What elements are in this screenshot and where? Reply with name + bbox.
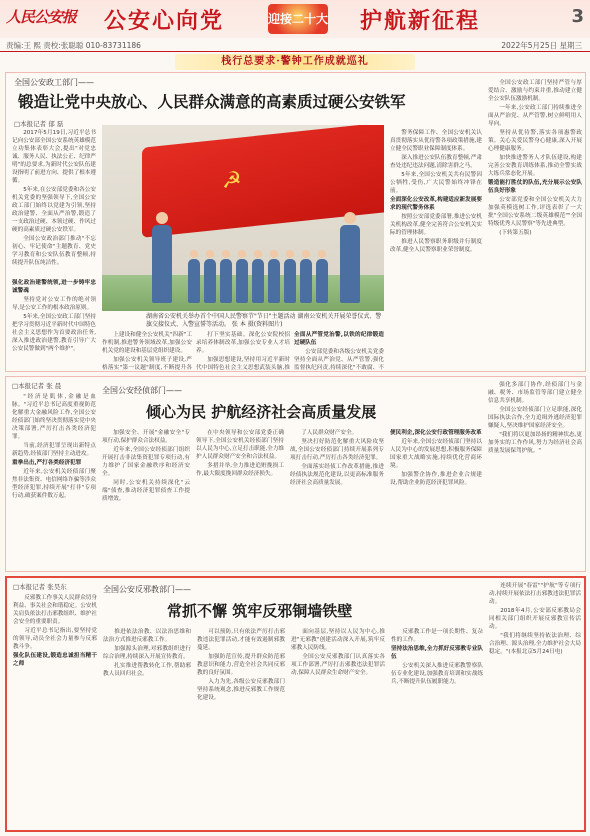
- article-2-col-1: "经济是肌体,金融是血脉。"习近平总书记高度重视防范化解重大金融风险工作,全国公安经侦部门始终坚决贯彻落实党中央决策部署,严厉打击各类经济犯罪。 当前,经济犯罪呈现出新特点新趋势,经侦部门坚持主动进攻。 重拳出击,严打各类经济犯罪 近年来,公安机关经侦部门聚焦非法集资、电信网络诈骗等涉众型经济犯罪,持续开展"打非"专项行动,破获案件数万起。: [12, 394, 96, 499]
- page-number: 3: [571, 6, 584, 27]
- slogan-left: 公安心向党: [104, 8, 225, 34]
- article-2-subhead-2: 便民利企,深化公安行政管理服务改革: [390, 430, 482, 436]
- article-3-col-6: 连续开展"春雷""护航"等专项行动,持续开展依法打击邪教违法犯罪活动。 2018年4月,公安部反邪教局会同相关部门组织开展反邪教宣传活动。 "我们将继续坚持依法治理、综合治理、源头治理,全力维护社会大局稳定。"(本报北京5月24日电): [489, 583, 581, 655]
- article-1-subhead-1: 强化政治建警统领,进一步铸牢忠诚警魂: [12, 280, 96, 294]
- article-1: [5, 72, 586, 372]
- article-3-col-1: 反邪教工作事关人民群众切身利益、事关社会和谐稳定。公安机关肩负依法打击邪教组织、维护社会安全的重要职责。 习近平总书记指出,要坚持党的领导,动员全社会力量参与反邪教斗争。 强化队伍建设,锻造忠诚担当精干之师: [13, 595, 97, 667]
- article-2-col-2: 加强安全、开展"金融安全"专项行动,保护群众合法权益。 近年来,全国公安经侦部门组织开展打击非法集资犯罪专项行动,有力维护了国家金融秩序和经济安全。 同时,公安机关持续深化"云端"侦查,推动经济犯罪侦查工作提质增效。: [102, 430, 190, 502]
- slogan-right: 护航新征程: [360, 8, 481, 34]
- article-2-col-3: 在中央领导和公安部党委正确领导下,全国公安机关经侦部门坚持以人民为中心,立足打击职能,全力维护人民群众财产安全和合法权益。 多措并举,全力推进追赃挽损工作,最大限度挽回群众经济损失。: [196, 430, 284, 477]
- newspaper-logo: 人民公安报: [6, 8, 77, 26]
- article-1-kicker: 全国公安政工部门——: [14, 78, 94, 87]
- article-3-col-5: 反邪教工作是一项长期性、复杂性的工作。 坚持法治思维,全力抓好反邪教专业队伍 公安机关深入推进反邪教警察队伍专业化建设,加强教育培训和实战练兵,不断提升队伍履职能力。: [391, 629, 483, 685]
- article-1-subhead-4: 锻造能打胜仗的队伍,充分展示公安队伍良好形象: [488, 180, 582, 194]
- article-2-col-6: 强化多部门协作,经侦部门与金融、税务、市场监管等部门建立健全信息共享机制。 全国公安经侦部门立足职能,深化国际执法合作,全力追缉外逃经济犯罪嫌疑人,坚决维护国家经济安全。 "我们将以更加昂扬的精神状态,更加务实的工作作风,努力为经济社会高质量发展保驾护航。": [488, 382, 582, 454]
- emblem-badge: 迎接二十大: [268, 4, 328, 34]
- article-2-headline: 倾心为民 护航经济社会高质量发展: [146, 403, 377, 421]
- article-2: [5, 376, 586, 572]
- article-2-subhead-1: 重拳出击,严打各类经济犯罪: [12, 460, 82, 466]
- masthead: [0, 0, 590, 38]
- section-banner: 栈行总要求·警钟工作成就巡礼: [175, 54, 415, 70]
- article-3-byline: □本报记者 张昊东: [13, 583, 67, 591]
- article-1-col-1: 2017年5月19日,习近平总书记向公安部全国公安系统英雄模范立功集体表彰大会,提出"对党忠诚、服务人民、执法公正、纪律严明"的总要求,为新时代公安队伍建设指明了前进方向、提供了根本遵循。 5年来,在公安部党委和各公安机关党委的坚强领导下,全国公安政工部门始终以党建为引领,坚持政治建警、全面从严治警,锻造了一支政治过硬、本领过硬、作风过硬的高素质过硬公安铁军。 全国公安政治部门推动"不忘初心、牢记使命"主题教育、党史学习教育和公安队伍教育整顿,持续提升队伍纯洁性。: [12, 130, 96, 266]
- article-3-subhead-1: 强化队伍建设,锻造忠诚担当精干之师: [13, 653, 97, 667]
- article-1-col-6: 全国公安政工部门坚持严管与厚爱结合、激励与约束并重,推动建立健全公安队伍激励机制。 一年来,公安政工部门持续推进全面从严治党、从严管警,树立鲜明用人导向。 坚持从优待警,落实各项惠警政策。关心关爱民警身心健康,深入开展心理健康服务。 加快推进警务人才队伍建设,构建完善公安教育训练体系,推动全警实战大练兵常态化开展。 锻造能打胜仗的队伍,充分展示公安队伍良好形象 公安部党委和全国公安机关大力加强英模选树工作,评选表彰了一大批"全国公安系统二级英雄模范""全国特级优秀人民警察"等先进典型。 (下转第五版): [488, 80, 582, 236]
- article-3-headline: 常抓不懈 筑牢反邪铜墙铁壁: [167, 602, 353, 620]
- issue-date: 2022年5月25日 星期三: [501, 41, 582, 50]
- article-3-kicker: 全国公安反邪教部门——: [103, 585, 191, 594]
- party-flag: ☭: [142, 125, 384, 238]
- article-2-col-5: 便民利企,深化公安行政管理服务改革 近年来,全国公安经侦部门坚持以人民为中心的发展思想,积极服务保障国家重大战略实施,持续优化营商环境。 加强警企协作,推进企业合规建设,帮助企业防范经济犯罪风险。: [390, 430, 482, 486]
- article-3: [5, 576, 586, 832]
- article-1-headline: 锻造让党中央放心、人民群众满意的高素质过硬公安铁军: [18, 92, 406, 111]
- article-1-col-3: 打下坚实基础。深化公安院校招录培养体制改革,加强公安专业人才培养。 加强思想建设,坚持用习近平新时代中国特色社会主义思想武装头脑,推: [196, 332, 290, 371]
- article-3-subhead-2: 坚持法治思维,全力抓好反邪教专业队伍: [391, 646, 483, 660]
- article-1-col-5: 警务保障工作、全国公安机关认真贯彻落实从优待警各项政策措施,建立健全民警职业保障制度体系。 深入推进公安队伍教育整顿,严肃查处违纪违法问题,清除害群之马。 5年来,全国公安机关共有民警因公牺牲,受伤,广大民警始终冲锋在前。 全面深化公安改革,构建适应新发展要求的现代警务体系 按照公安部党委部署,推进公安机关机构改革,健全完善符合公安机关实际的管理体制。 推进人民警察职务职级并行制度改革,健全人民警察职业荣誉制度。: [390, 130, 482, 253]
- article-1-col-4: 全面从严管党治警,以铁的纪律锻造过硬队伍 公安部党委和各级公安机关党委坚持全面从严治党、从严管警,强化监督执纪问责,持续深化"不敢腐、不: [294, 332, 384, 371]
- meta-bar: [0, 38, 590, 52]
- editor-info: 责编:王 熙 责校:张聪聪 010-83731186: [6, 41, 141, 50]
- article-3-col-4: 面向基层,坚持以人民为中心,推进"无邪教"创建活动深入开展,筑牢反邪教人民防线。 全国公安反邪教部门认真落实各项工作部署,严厉打击邪教违法犯罪活动,保障人民群众生命财产安全。: [291, 629, 385, 676]
- article-2-byline: □本报记者 张 晨: [12, 382, 62, 390]
- article-1-col-1b: 强化政治建警统领,进一步铸牢忠诚警魂 坚持党对公安工作的绝对领导,是公安工作的根本政治原则。 5年来,全国公安政工部门坚持把学习贯彻习近平新时代中国特色社会主义思想作为首要政治任务,深入推进政治建警,教育引导广大公安民警做到"两个维护"。: [12, 280, 96, 352]
- article-1-byline: □本报记者 郁 磊: [14, 120, 64, 128]
- article-1-subhead-3: 全面深化公安改革,构建适应新发展要求的现代警务体系: [390, 197, 482, 211]
- ceremony-photo: [102, 125, 384, 311]
- article-3-col-3: 可以预防,只有依法严厉打击邪教违法犯罪活动,才能有效遏制邪教蔓延。 加强防范宣传,提升群众防范邪教意识和能力,营造全社会共同反邪教的良好氛围。 入力为先,各级公安反邪教部门坚持系统观念,推进反邪教工作规范化建设。: [197, 629, 285, 701]
- photo-caption: 湖南省公安机关举办首个中国人民警察节"节日"主题活动 湖南公安机关开展荣誉仪式、警旗交接仪式、入警宣誓等活动。 张 本 摄(资料图片): [146, 313, 382, 328]
- article-3-col-2: 推进依法治教、以法治思维和法治方式推进反邪教工作。 加强源头治理,对邪教组织进行综合治理,持续深入开展宣传教育。 扎实推进帮教转化工作,帮助邪教人员回归社会。: [103, 629, 191, 677]
- article-1-col-2: 上建设和健全公安机关"四新"工作机制,推进警务领域改革,加强公安机关党的建设和基层党组织建设。 加强公安机关领导班子建设,严格落实"第一议题"制度,不断提升各: [102, 332, 192, 371]
- article-2-col-4: 了人民群众财产安全。 坚决打好防范化解重大风险攻坚战,全国公安经侦部门持续开展系列专项打击行动,严厉打击各类经济犯罪。 全面落实经侦工作改革措施,推进经侦执法规范化建设,以更高标准服务经济社会高质量发展。: [290, 430, 384, 486]
- article-2-kicker: 全国公安经侦部门——: [102, 386, 182, 395]
- article-1-subhead-2: 全面从严管党治警,以铁的纪律锻造过硬队伍: [294, 332, 384, 346]
